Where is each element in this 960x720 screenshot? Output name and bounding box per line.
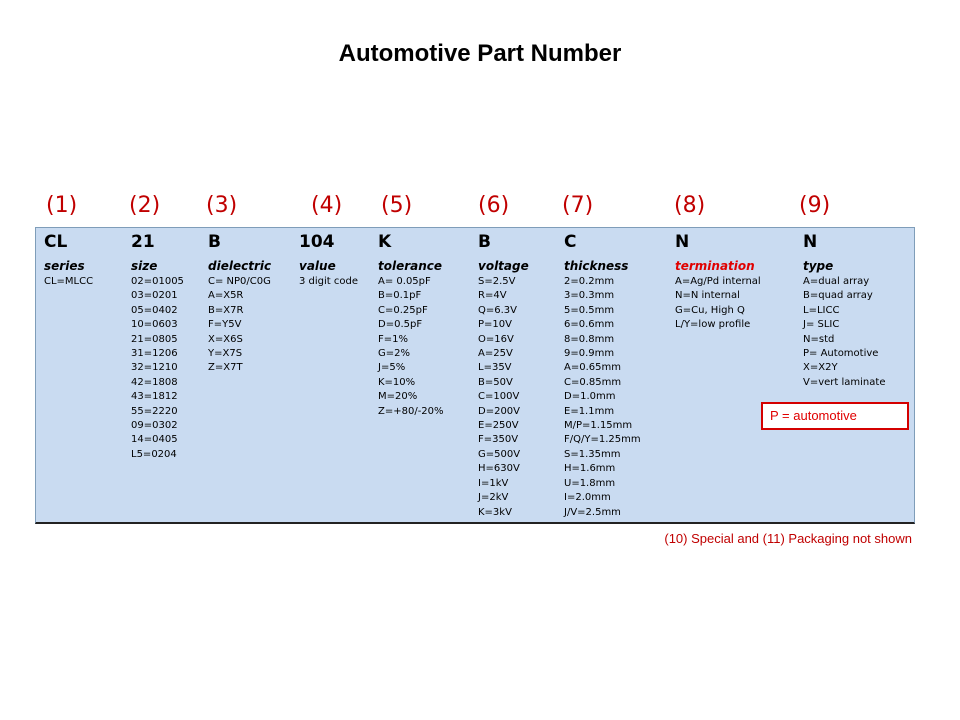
option-item: I=1kV	[478, 477, 509, 489]
column-size	[131, 228, 184, 462]
option-item: E=250V	[478, 420, 519, 432]
items-termination	[675, 275, 761, 333]
label-tolerance: tolerance	[378, 259, 443, 273]
option-item: A= 0.05pF	[378, 276, 431, 287]
column-voltage	[478, 228, 529, 520]
code-size: 21	[131, 232, 155, 252]
option-item: D=1.0mm	[564, 391, 616, 403]
option-item: O=16V	[478, 333, 514, 345]
option-item: 6=0.6mm	[564, 319, 615, 331]
items-series	[44, 275, 93, 289]
option-item: 8=0.8mm	[564, 333, 615, 345]
option-item: P= Automotive	[803, 348, 879, 360]
code-series: CL	[44, 232, 68, 252]
option-item: L=LICC	[803, 304, 840, 316]
option-item: Q=6.3V	[478, 304, 517, 316]
option-item: R=4V	[478, 290, 507, 302]
items-size	[131, 275, 184, 462]
option-item: G=500V	[478, 448, 521, 460]
automotive-callout: P = automotive	[761, 402, 909, 430]
option-item: G=2%	[378, 348, 410, 360]
option-item: A=0.65mm	[564, 362, 621, 374]
code-dielectric: B	[208, 232, 221, 252]
option-item: X=X2Y	[803, 362, 838, 374]
option-item: 5=0.5mm	[564, 304, 615, 316]
option-item: L=35V	[478, 362, 512, 374]
option-item: N=std	[803, 333, 835, 345]
option-item: I=2.0mm	[564, 492, 611, 504]
index-1: (1)	[46, 193, 78, 218]
option-item: 42=1808	[131, 376, 178, 388]
option-item: U=1.8mm	[564, 477, 616, 489]
option-item: 2=0.2mm	[564, 276, 615, 287]
option-item: P=10V	[478, 319, 512, 331]
option-item: F/Q/Y=1.25mm	[564, 434, 641, 446]
items-type	[803, 275, 885, 390]
option-item: B=X7R	[208, 304, 244, 316]
label-value: value	[299, 259, 336, 273]
option-item: V=vert laminate	[803, 376, 886, 388]
option-item: B=50V	[478, 376, 513, 388]
option-item: F=350V	[478, 434, 519, 446]
label-series: series	[44, 259, 85, 273]
column-type	[803, 228, 885, 390]
label-termination: termination	[675, 259, 755, 273]
option-item: C=0.85mm	[564, 376, 622, 388]
option-item: 32=1210	[131, 362, 178, 374]
label-type: type	[803, 259, 834, 273]
index-9: (9)	[799, 193, 831, 218]
option-item: 55=2220	[131, 405, 178, 417]
option-item: 31=1206	[131, 348, 178, 360]
index-3: (3)	[206, 193, 238, 218]
option-item: J/V=2.5mm	[564, 506, 621, 518]
option-item: 05=0402	[131, 304, 178, 316]
option-item: E=1.1mm	[564, 405, 615, 417]
items-thickness	[564, 275, 641, 520]
option-item: 14=0405	[131, 434, 178, 446]
items-voltage	[478, 275, 529, 520]
option-item: Y=X7S	[208, 348, 243, 360]
index-6: (6)	[478, 193, 510, 218]
label-size: size	[131, 259, 158, 273]
option-item: S=2.5V	[478, 276, 516, 287]
option-item: F=1%	[378, 333, 408, 345]
option-item: K=3kV	[478, 506, 512, 518]
option-item: J= SLIC	[803, 319, 840, 331]
items-dielectric	[208, 275, 271, 376]
option-item: L/Y=low profile	[675, 319, 751, 331]
label-dielectric: dielectric	[208, 259, 272, 273]
option-item: H=1.6mm	[564, 463, 616, 475]
option-item: Z=X7T	[208, 362, 243, 374]
column-value	[299, 228, 358, 289]
option-item: G=Cu, High Q	[675, 304, 745, 316]
option-item: 10=0603	[131, 319, 178, 331]
items-value	[299, 275, 358, 289]
footnote: (10) Special and (11) Packaging not shown	[664, 531, 912, 546]
index-7: (7)	[562, 193, 594, 218]
index-4: (4)	[311, 193, 343, 218]
option-item: 09=0302	[131, 420, 178, 432]
index-8: (8)	[674, 193, 706, 218]
column-termination	[675, 228, 761, 333]
option-item: A=dual array	[803, 276, 870, 287]
option-item: C=0.25pF	[378, 304, 428, 316]
column-series	[44, 228, 93, 289]
page-title: Automotive Part Number	[338, 40, 622, 67]
option-item: H=630V	[478, 463, 520, 475]
option-item: A=X5R	[208, 290, 244, 302]
code-value: 104	[299, 232, 335, 252]
part-number-table	[35, 227, 915, 524]
option-item: C=100V	[478, 391, 520, 403]
code-termination: N	[675, 232, 690, 252]
option-item: A=Ag/Pd internal	[675, 276, 761, 287]
option-item: X=X6S	[208, 333, 243, 345]
code-type: N	[803, 232, 818, 252]
option-item: 43=1812	[131, 391, 178, 403]
label-voltage: voltage	[478, 259, 529, 273]
column-dielectric	[208, 228, 271, 376]
option-item: 9=0.9mm	[564, 348, 615, 360]
code-voltage: B	[478, 232, 491, 252]
option-item: Z=+80/-20%	[378, 405, 444, 417]
option-item: 03=0201	[131, 290, 178, 302]
index-5: (5)	[381, 193, 413, 218]
option-item: 3=0.3mm	[564, 290, 615, 302]
option-item: J=2kV	[478, 492, 509, 504]
column-thickness	[564, 228, 641, 520]
option-item: M/P=1.15mm	[564, 420, 633, 432]
code-thickness: C	[564, 232, 577, 252]
option-item: M=20%	[378, 391, 418, 403]
option-item: K=10%	[378, 376, 416, 388]
option-item: 02=01005	[131, 276, 184, 287]
option-item: J=5%	[378, 362, 406, 374]
option-item: CL=MLCC	[44, 276, 94, 287]
option-item: C= NP0/C0G	[208, 276, 271, 287]
option-item: B=0.1pF	[378, 290, 422, 302]
label-thickness: thickness	[564, 259, 629, 273]
option-item: 3 digit code	[299, 276, 359, 287]
option-item: B=quad array	[803, 290, 873, 302]
option-item: F=Y5V	[208, 319, 242, 331]
code-tolerance: K	[378, 232, 392, 252]
option-item: S=1.35mm	[564, 448, 621, 460]
option-item: A=25V	[478, 348, 513, 360]
index-2: (2)	[129, 193, 161, 218]
option-item: D=0.5pF	[378, 319, 423, 331]
option-item: D=200V	[478, 405, 521, 417]
column-tolerance	[378, 228, 444, 419]
option-item: N=N internal	[675, 290, 740, 302]
option-item: L5=0204	[131, 448, 177, 460]
items-tolerance	[378, 275, 444, 419]
option-item: 21=0805	[131, 333, 178, 345]
